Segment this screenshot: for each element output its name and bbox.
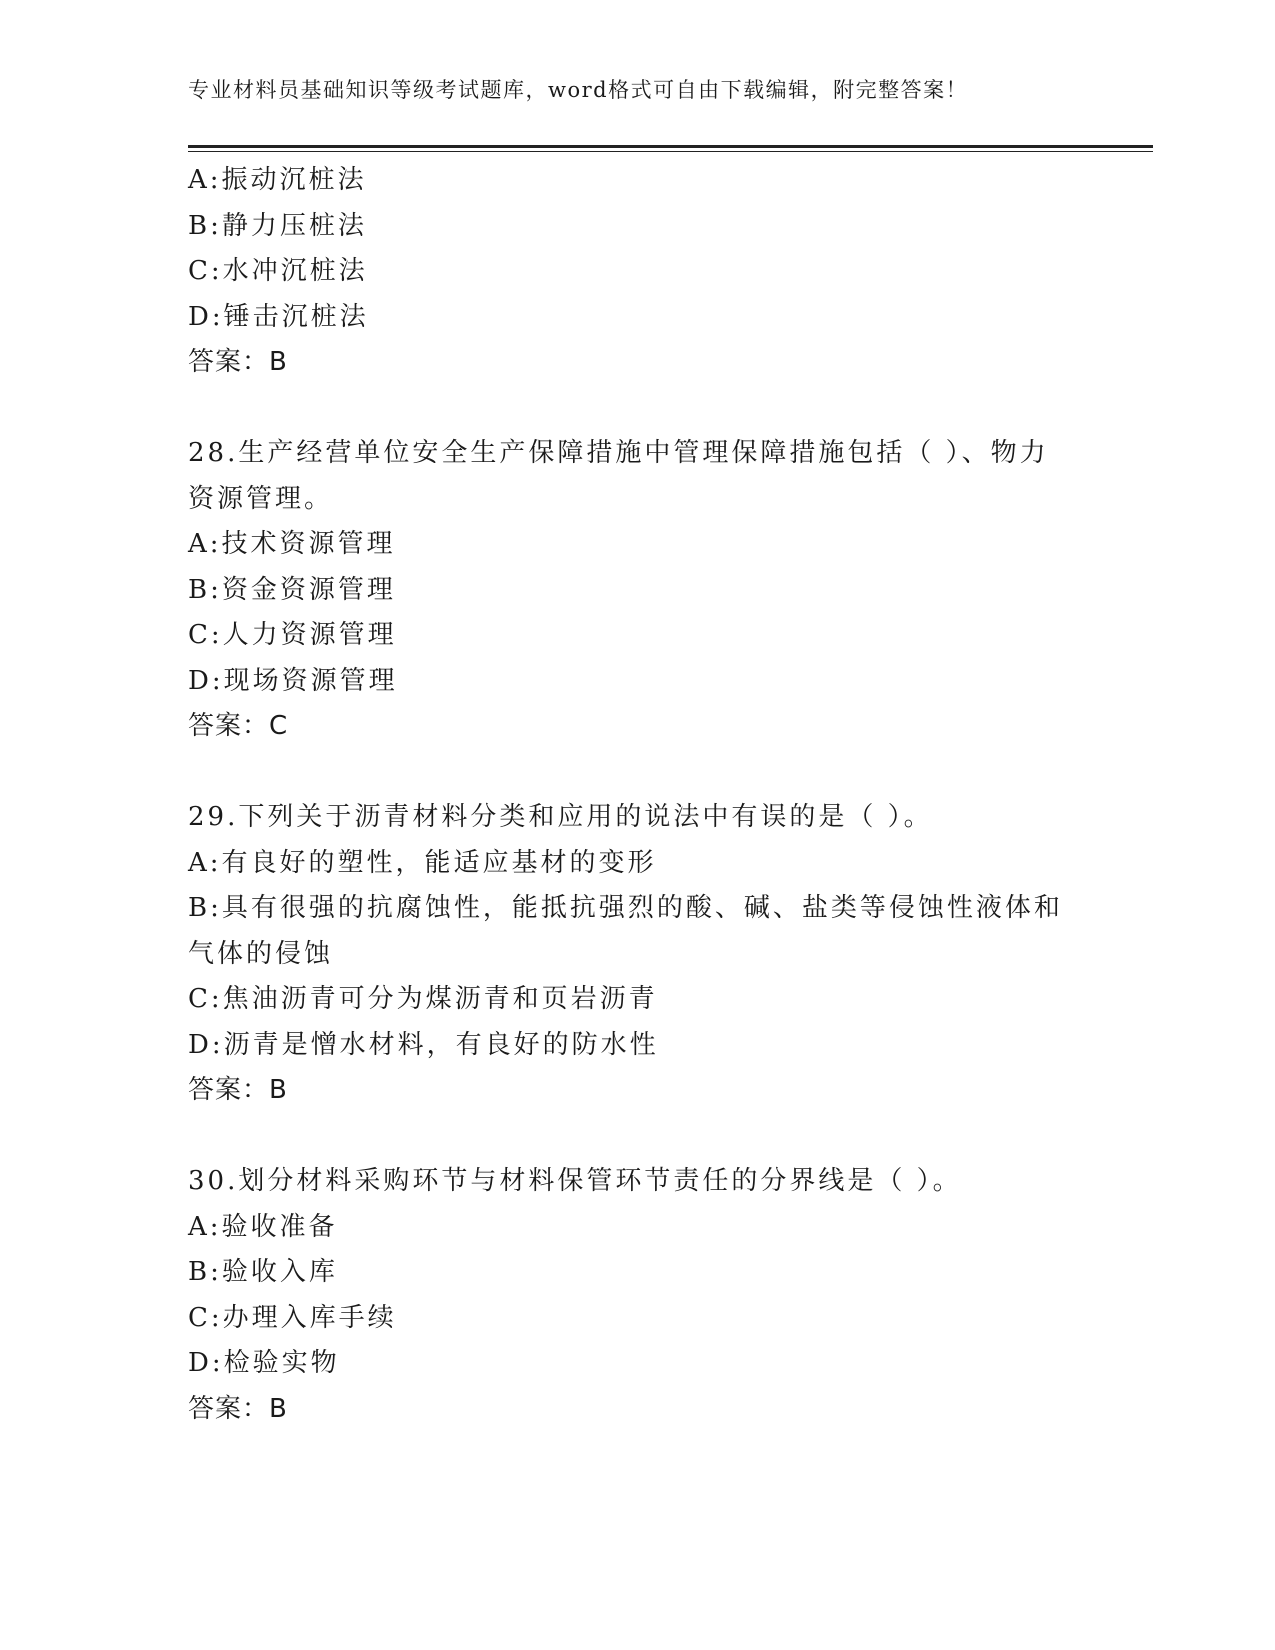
option-b: B:验收入库 [188,1257,338,1287]
option-a: A:技术资源管理 [188,529,396,559]
option-b: B:具有很强的抗腐蚀性，能抵抗强烈的酸、碱、盐类等侵蚀性液体和 [188,893,1063,923]
option-a: A:验收准备 [188,1211,338,1242]
option-a: A:有良好的塑性，能适应基材的变形 [188,847,657,878]
question-stem: 资源管理。 [188,483,334,514]
answer: 答案：B [188,347,288,377]
option-c: C:人力资源管理 [188,620,397,650]
option-d: D:检验实物 [188,1348,340,1378]
question-stem: 29.下列关于沥青材料分类和应用的说法中有误的是（ ）。 [188,802,933,832]
option-d: D:沥青是憎水材料，有良好的防水性 [188,1029,659,1060]
option-b: B:静力压桩法 [188,210,367,241]
question-block-27 [188,158,1088,386]
question-block-28 [188,431,1088,750]
option-c: C:焦油沥青可分为煤沥青和页岩沥青 [188,984,658,1014]
option-c: C:办理入库手续 [188,1302,397,1333]
option-a: A:振动沉桩法 [188,165,367,195]
question-block-29 [188,795,1088,1114]
question-stem: 30.划分材料采购环节与材料保管环节责任的分界线是（ ）。 [188,1166,962,1196]
page-content [188,158,1088,1432]
option-b: B:资金资源管理 [188,574,396,605]
answer: 答案：B [188,1393,288,1424]
question-stem: 28.生产经营单位安全生产保障措施中管理保障措施包括（ ）、物力 [188,438,1049,468]
option-d: D:现场资源管理 [188,665,398,696]
question-block-30 [188,1159,1088,1432]
option-c: C:水冲沉桩法 [188,256,368,286]
answer: 答案：B [188,1075,288,1105]
answer: 答案：C [188,711,289,741]
option-b-continued: 气体的侵蚀 [188,938,334,969]
header-rule [188,145,1153,148]
page-header: 专业材料员基础知识等级考试题库，word格式可自由下载编辑，附完整答案！ [188,78,969,102]
header-rule-thin [188,151,1153,152]
option-d: D:锤击沉桩法 [188,301,369,332]
